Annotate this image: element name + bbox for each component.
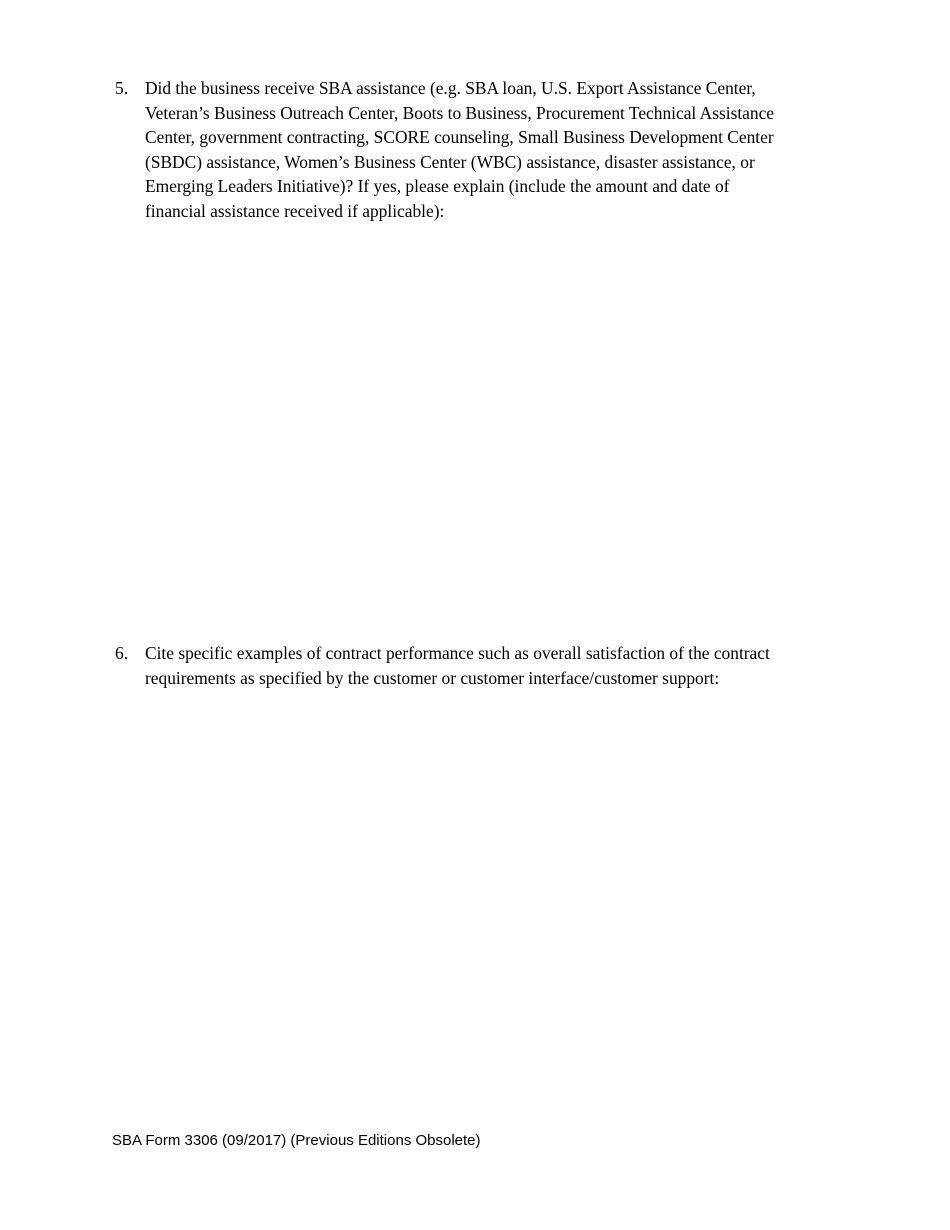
question-5-text: Did the business receive SBA assistance (e.g. SBA loan, U.S. Export Assistance Center, Veteran’s Business Outreach Center, Boots to Business, Procurement Technical Assistance Center, government contracting, SCORE counseling, Small Business Development Center (SBDC) assistance, Women’s Business Center (WBC) assistance, disaster assistance, or Emerging Leaders Initiative)? If yes, please explain (include the amount and date of financial assistance received if applicable):	[145, 78, 775, 221]
question-5	[115, 76, 835, 224]
question-6	[115, 641, 835, 690]
question-6-number: 6.	[115, 643, 129, 663]
form-footer: SBA Form 3306 (09/2017) (Previous Editions Obsolete)	[112, 1132, 481, 1149]
question-6-text: Cite specific examples of contract performance such as overall satisfaction of the contract requirements as specified by the customer or customer interface/customer support:	[145, 643, 770, 688]
question-6-answer-area[interactable]	[145, 695, 835, 1115]
question-5-number: 5.	[115, 78, 129, 98]
question-5-answer-area[interactable]	[145, 230, 835, 625]
